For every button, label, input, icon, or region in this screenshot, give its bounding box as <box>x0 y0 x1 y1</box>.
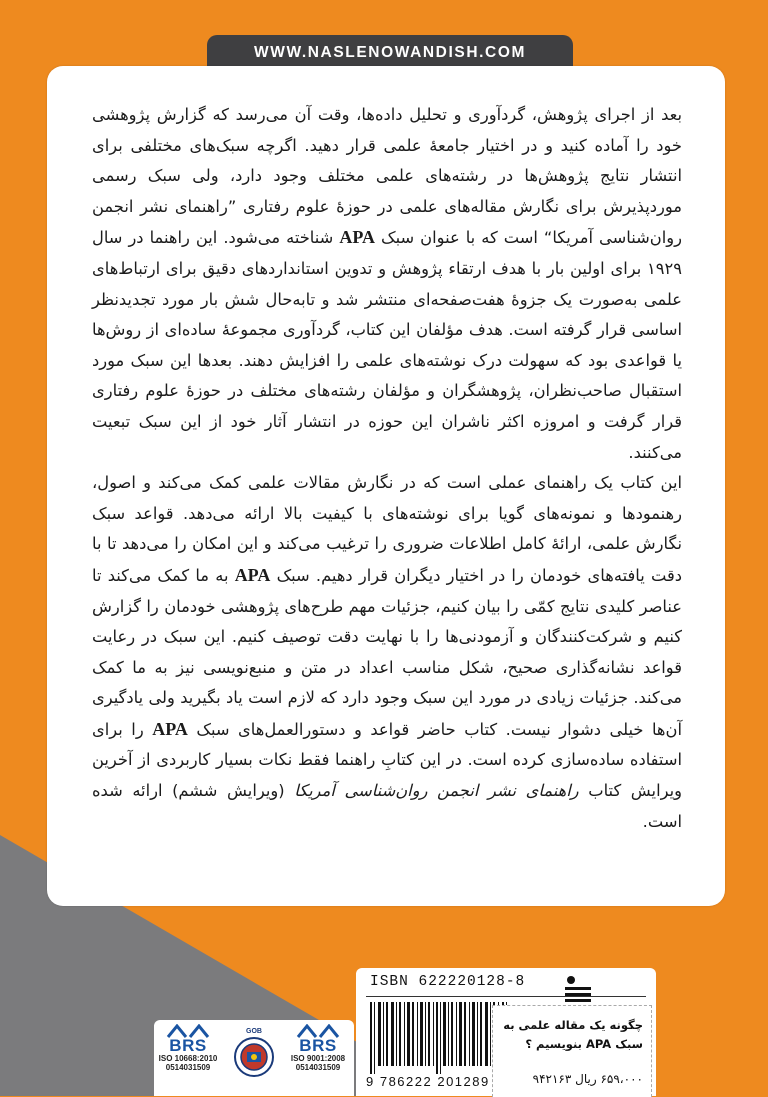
brs-brand-label: BRS <box>169 1036 207 1055</box>
paragraph-2-part-a: این کتاب یک راهنمای عملی است که در نگارش مقالات علمی کمک می‌کند و اصول، رهنمودها و نمونه‌های گویا برای نوشته‌های با کیفیت بالا ارائه می‌دهد. قواعد سبک نگارش علمی، ارائهٔ کامل اطلاعات ضروری را ترغیب می‌کند و این امکان را می‌دهد تا با دقت یافته‌های خودمان را در اختیار دیگران قرار دهیم. سبک <box>92 473 682 585</box>
gob-seal-icon <box>233 1036 275 1078</box>
cert-code: 0514031509 <box>165 1063 211 1072</box>
iso-standard: ISO 9001:2008 <box>290 1054 346 1063</box>
certification-strip <box>154 1020 354 1096</box>
sticker-title-line-1: چگونه یک مقاله علمی به <box>503 1018 643 1032</box>
paragraph-2-part-c: را برای استفاده ساده‌سازی کرده است. در این کتابِ راهنما فقط نکات بسیار کاربردی از آخرین ویرایش کتاب <box>92 719 682 801</box>
gob-label: GOB <box>246 1028 262 1035</box>
brs-certification-left <box>156 1024 220 1096</box>
apa-term: APA <box>339 227 376 248</box>
paragraph-1-part-b: شناخته می‌شود. این راهنما در سال ۱۹۲۹ برای اولین بار با هدف ارتقاء پژوهش و تدوین استانداردهای دقیق برای ارتباط‌های علمی به‌صورت یک جزوهٔ هفت‌صفحه‌ای منتشر شد و تابه‌حال شش بار مورد تجدیدنظر اساسی قرار گرفته است. هدف مؤلفان این کتاب، گردآوری مجموعهٔ ساده‌ای از روش‌ها یا قواعدی بود که سهولت درک نوشته‌های علمی را افزایش دهند. بعدها این سبک مورد استقبال صاحب‌نظران، پژوهشگران و مؤلفان رشته‌های مختلف در حوزهٔ علوم رفتاری قرار گرفت و امروزه اکثر ناشران این حوزه در انتشار آثار خود از این سبک تبعیت می‌کنند. <box>92 228 682 462</box>
paragraph-2 <box>92 468 682 837</box>
gob-seal <box>230 1028 278 1088</box>
isbn-label: ISBN 622220128-8 <box>370 974 526 990</box>
paragraph-2-part-d: (ویرایش ششم) ارائه شده است. <box>92 781 682 831</box>
paragraph-1 <box>92 100 682 468</box>
brs-certification-right <box>286 1024 350 1096</box>
apa-manual-title: راهنمای نشر انجمن روان‌شناسی آمریکا <box>294 781 579 801</box>
website-url: WWW.NASLENOWANDISH.COM <box>207 35 573 71</box>
publisher-logo-icon <box>565 975 591 1003</box>
paragraph-2-part-b: به ما کمک می‌کند تا عناصر کلیدی نتایج کمّی را بیان کنیم، جزئیات مهم طرح‌های پژوهشی خودمان را گزارش کنیم و شرکت‌کنندگان و آزمودنی‌ها را با نهایت دقت توصیف کنیم. این سبک در رعایت قواعد نشانه‌گذاری صحیح، شکل مناسب اعداد در متن و منبع‌نویسی نیز به ما کمک می‌کند. جزئیات زیادی در مورد این سبک وجود دارد که لازم است یاد بگیرید ولی یادگیری آن‌ها خیلی دشوار نیست. کتاب حاضر قواعد و دستورالعمل‌های سبک <box>92 565 682 739</box>
paragraph-1-part-a: بعد از اجرای پژوهش، گردآوری و تحلیل داده‌ها، وقت آن می‌رسد که گزارش پژوهشی خود را آماده کنید و در اختیار جامعهٔ علمی قرار دهید. اگرچه سبک‌های مختلفی برای انتشار نتایج پژوهش‌ها در رشته‌های علمی مختلف وجود دارد، ولی سبک رسمی موردپذیرش برای نگارش مقاله‌های علمی در حوزهٔ علوم رفتاری ”راهنمای نشر انجمن روان‌شناسی آمریکا“ است که با عنوان سبک <box>92 105 682 248</box>
sticker-price: ۶۵۹،۰۰۰ ریال ۹۴۲۱۶۳ <box>532 1072 643 1086</box>
back-cover-text <box>92 100 682 837</box>
price-sticker <box>492 1005 652 1097</box>
iso-standard: ISO 10668:2010 <box>158 1054 218 1063</box>
barcode <box>370 1002 510 1074</box>
cert-code: 0514031509 <box>295 1063 341 1072</box>
brs-brand-label: BRS <box>299 1036 337 1055</box>
apa-term: APA <box>152 718 188 739</box>
apa-term: APA <box>234 564 271 585</box>
isbn-divider <box>366 996 646 997</box>
sticker-title-line-2: سبک APA بنویسیم ؟ <box>525 1037 643 1051</box>
barcode-number: 9 786222 201289 <box>366 1074 490 1089</box>
